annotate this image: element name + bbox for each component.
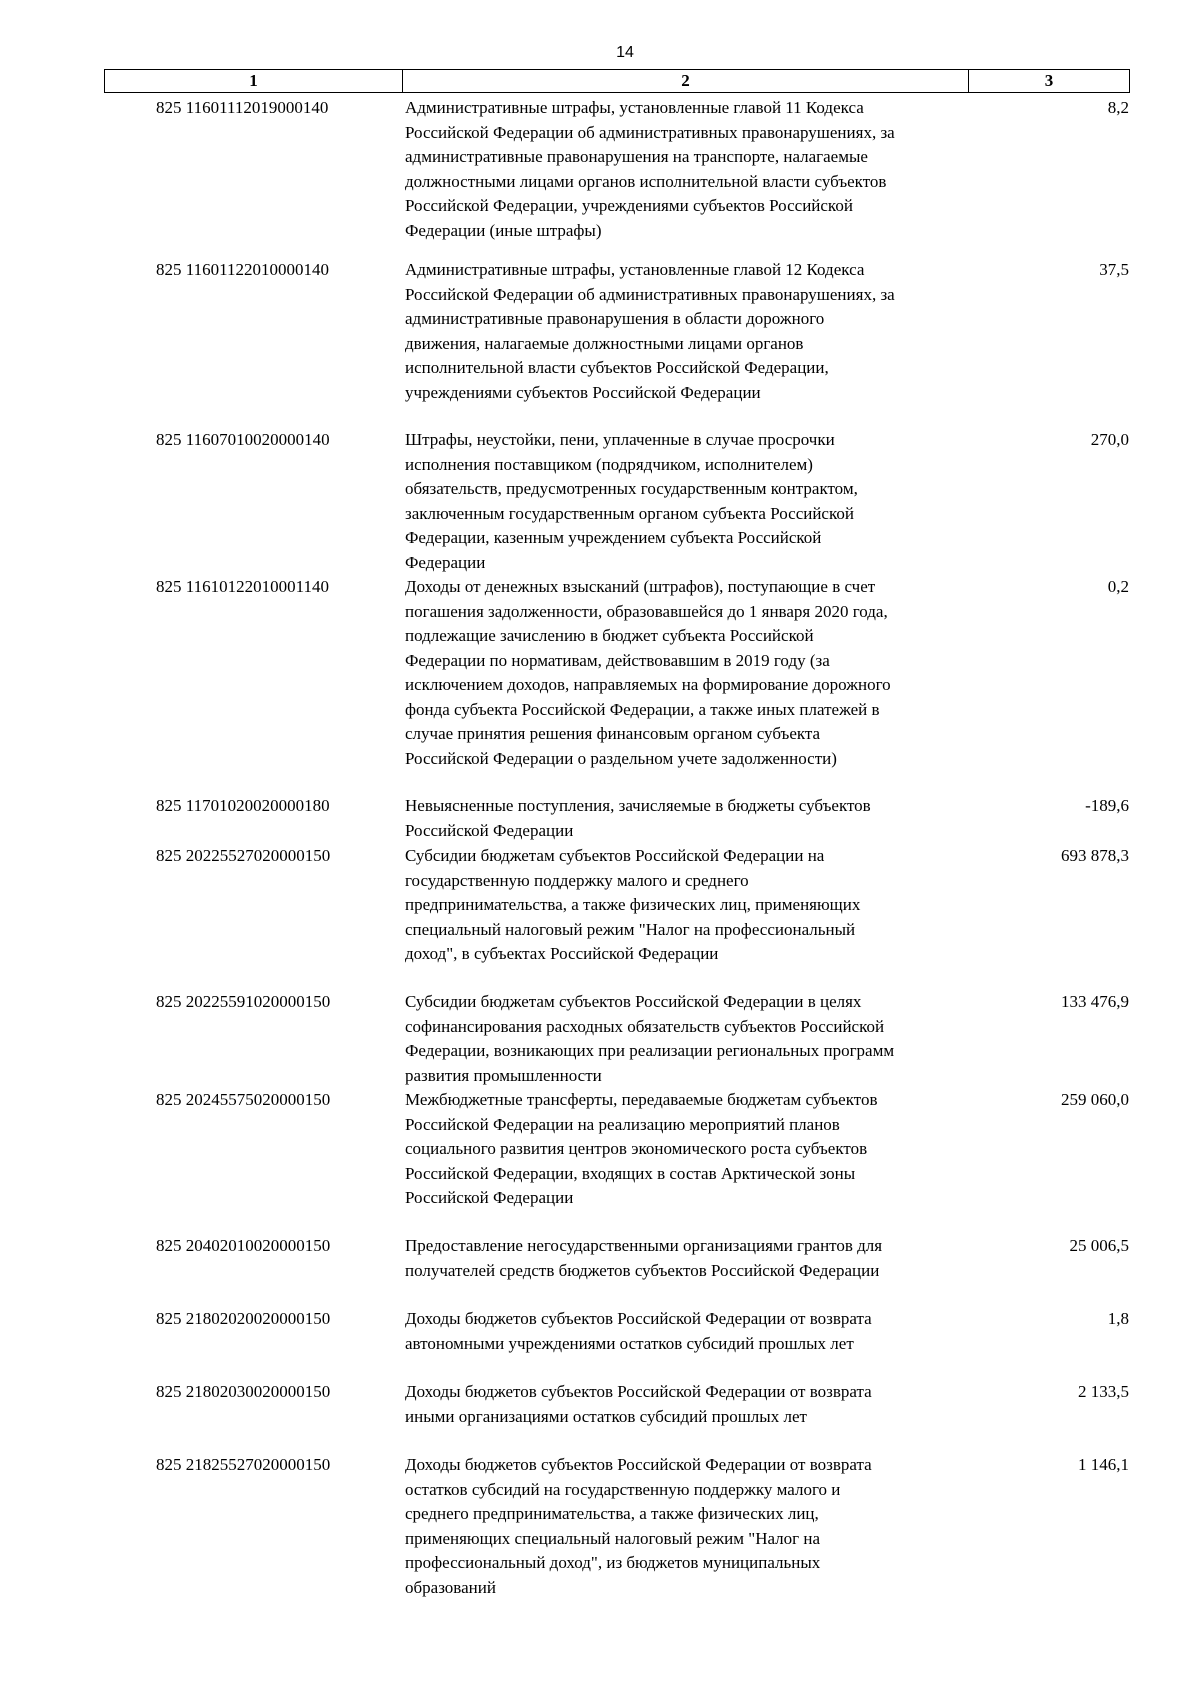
table-row xyxy=(0,990,1200,1088)
table-row xyxy=(0,1088,1200,1234)
row-code: 825 11607010020000140 xyxy=(156,430,330,449)
row-description: Доходы бюджетов субъектов Российской Федерации от возврата автономными учреждениями остатков субсидий прошлых лет xyxy=(405,1309,872,1353)
row-amount: -189,6 xyxy=(1085,796,1129,815)
row-amount: 0,2 xyxy=(1107,577,1129,596)
table-row xyxy=(0,575,1200,794)
row-amount: 2 133,5 xyxy=(1078,1382,1129,1401)
table-row xyxy=(0,1234,1200,1307)
table-header xyxy=(104,69,1130,93)
page-number: 14 xyxy=(616,44,634,61)
table-row xyxy=(0,428,1200,575)
row-description: Административные штрафы, установленные главой 11 Кодекса Российской Федерации об административных правонарушениях, за административные правонарушения на транспорте, налагаемые должностными лицами органов исполнительной власти субъектов Российской Федерации, учреждениями субъектов Российской Федерации (иные штрафы) xyxy=(405,98,895,240)
table-body xyxy=(0,96,1200,1603)
row-code: 825 21825527020000150 xyxy=(156,1455,331,1474)
row-code: 825 11610122010001140 xyxy=(156,577,329,596)
row-code: 825 11701020020000180 xyxy=(156,796,330,815)
row-amount: 1,8 xyxy=(1107,1309,1129,1328)
row-code: 825 21802030020000150 xyxy=(156,1382,331,1401)
table-row xyxy=(0,1380,1200,1453)
row-amount: 270,0 xyxy=(1090,430,1129,449)
table-row xyxy=(0,844,1200,990)
row-amount: 1 146,1 xyxy=(1078,1455,1129,1474)
row-description: Доходы бюджетов субъектов Российской Федерации от возврата иными организациями остатков субсидий прошлых лет xyxy=(405,1382,872,1426)
row-code: 825 11601112019000140 xyxy=(156,98,329,117)
row-description: Штрафы, неустойки, пени, уплаченные в случае просрочки исполнения поставщиком (подрядчиком, исполнителем) обязательств, предусмотренных государственным контрактом, заключенным государственным органом субъекта Российской Федерации, казенным учреждением субъекта Российской Федерации xyxy=(405,430,858,572)
row-code: 825 11601122010000140 xyxy=(156,260,329,279)
table-row xyxy=(0,96,1200,258)
row-code: 825 21802020020000150 xyxy=(156,1309,331,1328)
table-row xyxy=(0,794,1200,844)
row-code: 825 20245575020000150 xyxy=(156,1090,331,1109)
row-amount: 37,5 xyxy=(1099,260,1129,279)
table-row xyxy=(0,258,1200,428)
row-description: Невыясненные поступления, зачисляемые в бюджеты субъектов Российской Федерации xyxy=(405,796,871,840)
header-col-2: 2 xyxy=(403,70,969,92)
row-description: Субсидии бюджетам субъектов Российской Федерации на государственную поддержку малого и среднего предпринимательства, а также физических лиц, применяющих специальный налоговый режим "Налог на профессиональный доход", в субъектах Российской Федерации xyxy=(405,846,861,963)
row-description: Субсидии бюджетам субъектов Российской Федерации в целях софинансирования расходных обязательств субъектов Российской Федерации, возникающих при реализации региональных программ развития промышленности xyxy=(405,992,895,1085)
row-description: Предоставление негосударственными организациями грантов для получателей средств бюджетов субъектов Российской Федерации xyxy=(405,1236,883,1280)
row-amount: 133 476,9 xyxy=(1061,992,1129,1011)
header-col-1: 1 xyxy=(105,70,403,92)
row-code: 825 20225591020000150 xyxy=(156,992,331,1011)
header-col-3: 3 xyxy=(1044,71,1054,90)
row-amount: 25 006,5 xyxy=(1069,1236,1129,1255)
row-amount: 259 060,0 xyxy=(1061,1090,1129,1109)
row-amount: 8,2 xyxy=(1107,98,1129,117)
row-code: 825 20402010020000150 xyxy=(156,1236,331,1255)
row-description: Административные штрафы, установленные главой 12 Кодекса Российской Федерации об административных правонарушениях, за административные правонарушения в области дорожного движения, налагаемые должностными лицами органов исполнительной власти субъектов Российской Федерации, учреждениями субъектов Российской Федерации xyxy=(405,260,895,402)
row-amount: 693 878,3 xyxy=(1061,846,1129,865)
row-description: Доходы бюджетов субъектов Российской Федерации от возврата остатков субсидий на государственную поддержку малого и среднего предпринимательства, а также физических лиц, применяющих специальный налоговый режим "Налог на профессиональный доход", из бюджетов муниципальных образований xyxy=(405,1455,872,1597)
row-description: Доходы от денежных взысканий (штрафов), поступающие в счет погашения задолженности, образовавшейся до 1 января 2020 года, подлежащие зачислению в бюджет субъекта Российской Федерации по нормативам, действовавшим в 2019 году (за исключением доходов, направляемых на формирование дорожного фонда субъекта Российской Федерации, а также иных платежей в случае принятия решения финансовым органом субъекта Российской Федерации о раздельном учете задолженности) xyxy=(405,577,891,768)
row-code: 825 20225527020000150 xyxy=(156,846,331,865)
row-description: Межбюджетные трансферты, передаваемые бюджетам субъектов Российской Федерации на реализацию мероприятий планов социального развития центров экономического роста субъектов Российской Федерации, входящих в состав Арктической зоны Российской Федерации xyxy=(405,1090,878,1207)
table-row xyxy=(0,1453,1200,1603)
table-row xyxy=(0,1307,1200,1380)
